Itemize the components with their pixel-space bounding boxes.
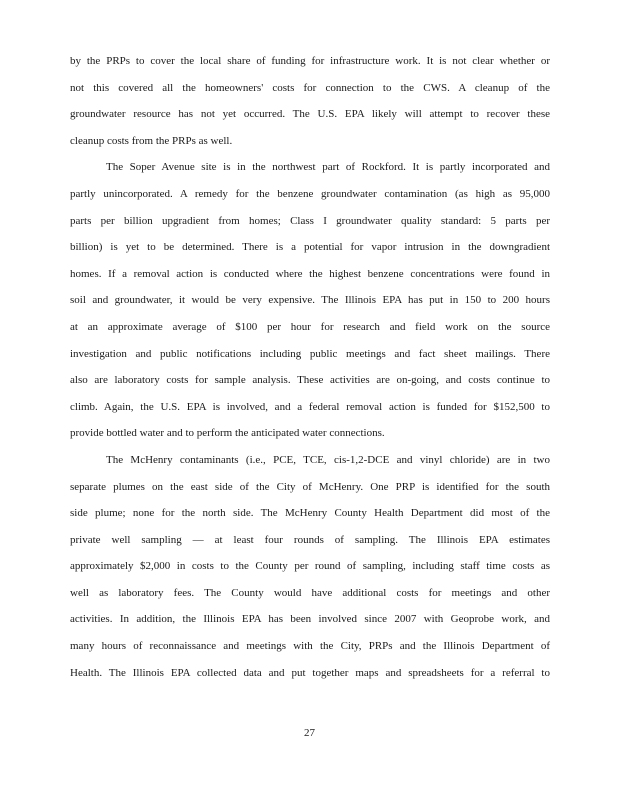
text-line: The Soper Avenue site is in the northwest part of Rockford. It is partly incorporated and <box>106 161 550 174</box>
text-line: also are laboratory costs for sample analysis. These activities are on-going, and costs continue to <box>70 374 550 387</box>
text-line: partly unincorporated. A remedy for the benzene groundwater contamination (as high as 95,000 <box>70 187 550 200</box>
text-line: by the PRPs to cover the local share of funding for infrastructure work. It is not clear whether or <box>70 55 550 67</box>
text-line: soil and groundwater, it would be very expensive. The Illinois EPA has put in 150 to 200 hours <box>70 294 550 307</box>
text-line: billion) is yet to be determined. There is a potential for vapor intrusion in the downgradient <box>70 241 550 254</box>
page-number: 27 <box>304 727 315 739</box>
paragraph-2 <box>70 154 550 447</box>
text-line: activities. In addition, the Illinois EPA has been involved since 2007 with Geoprobe work, and <box>70 613 550 626</box>
text-line: side plume; none for the north side. The McHenry County Health Department did most of the <box>70 507 550 520</box>
body-text <box>70 48 550 686</box>
text-line: parts per billion upgradient from homes; Class I groundwater quality standard: 5 parts per <box>70 214 550 227</box>
text-line: homes. If a removal action is conducted where the highest benzene concentrations were found in <box>70 267 550 280</box>
text-line: many hours of reconnaissance and meetings with the City, PRPs and the Illinois Department of <box>70 640 550 653</box>
text-line: groundwater resource has not yet occurred. The U.S. EPA likely will attempt to recover these <box>70 108 550 121</box>
paragraph-1 <box>70 48 550 154</box>
text-line: provide bottled water and to perform the anticipated water connections. <box>70 427 385 440</box>
text-line: cleanup costs from the PRPs as well. <box>70 134 233 147</box>
paragraph-3 <box>70 447 550 686</box>
text-line: private well sampling — at least four rounds of sampling. The Illinois EPA estimates <box>70 533 550 546</box>
text-line: The McHenry contaminants (i.e., PCE, TCE, cis-1,2-DCE and vinyl chloride) are in two <box>106 453 550 466</box>
text-line: separate plumes on the east side of the City of McHenry. One PRP is identified for the south <box>70 480 550 493</box>
text-line: at an approximate average of $100 per hour for research and field work on the source <box>70 320 550 333</box>
text-line: climb. Again, the U.S. EPA is involved, and a federal removal action is funded for $152,500 to <box>70 400 550 413</box>
text-line: investigation and public notifications including public meetings and fact sheet mailings. There <box>70 347 550 360</box>
text-line: approximately $2,000 in costs to the County per round of sampling, including staff time costs as <box>70 560 550 573</box>
text-line: Health. The Illinois EPA collected data and put together maps and spreadsheets for a referral to <box>70 666 550 679</box>
text-line: well as laboratory fees. The County would have additional costs for meetings and other <box>70 586 550 599</box>
text-line: not this covered all the homeowners' costs for connection to the CWS. A cleanup of the <box>70 81 550 94</box>
